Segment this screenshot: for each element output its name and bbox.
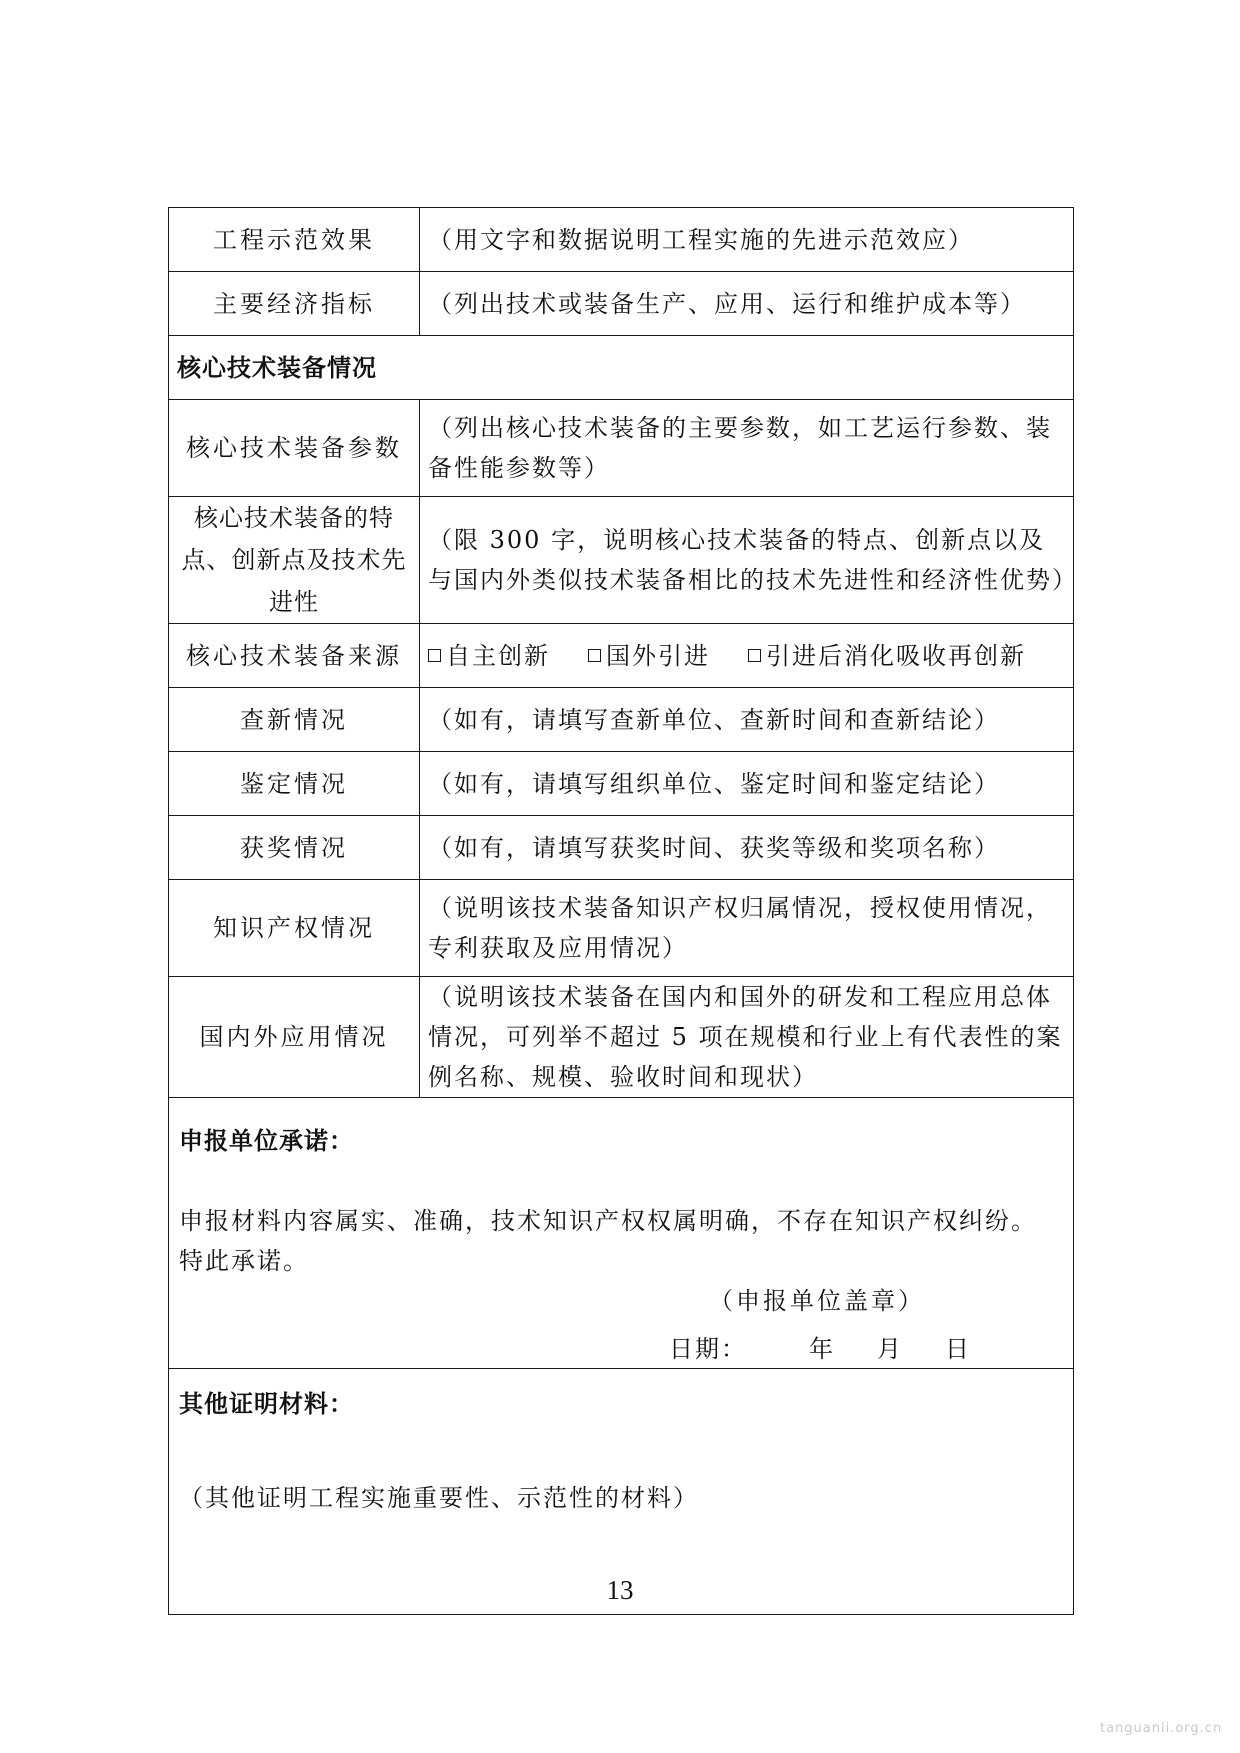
- table-row: [169, 208, 1074, 272]
- row-label: 工程示范效果: [169, 208, 420, 272]
- row-value[interactable]: （列出核心技术装备的主要参数，如工艺运行参数、装备性能参数等）: [420, 400, 1074, 497]
- row-value[interactable]: （列出技术或装备生产、应用、运行和维护成本等）: [420, 272, 1074, 336]
- table-row: [169, 400, 1074, 497]
- date-label: 日期：: [669, 1335, 747, 1363]
- page-number: 13: [606, 1575, 634, 1605]
- table-row: [169, 816, 1074, 880]
- section-row: [169, 336, 1074, 400]
- table-row: [169, 977, 1074, 1098]
- application-form-table: [168, 207, 1078, 1615]
- table-row: [169, 880, 1074, 977]
- row-value[interactable]: （说明该技术装备在国内和国外的研发和工程应用总体情况，可列举不超过 5 项在规模和行业上有代表性的案例名称、规模、验收时间和现状）: [420, 977, 1074, 1098]
- row-label: 核心技术装备的特点、创新点及技术先进性: [169, 497, 420, 624]
- section-heading-core-equipment: 核心技术装备情况: [169, 336, 1074, 400]
- other-materials-text[interactable]: （其他证明工程实施重要性、示范性的材料）: [179, 1484, 699, 1512]
- checkbox-icon[interactable]: [748, 649, 761, 662]
- row-value[interactable]: （如有，请填写获奖时间、获奖等级和奖项名称）: [420, 816, 1074, 880]
- year-label: 年: [809, 1335, 835, 1363]
- pledge-section: [169, 1098, 1074, 1369]
- row-value[interactable]: （如有，请填写组织单位、鉴定时间和鉴定结论）: [420, 752, 1074, 816]
- row-value[interactable]: （限 300 字，说明核心技术装备的特点、创新点以及与国内外类似技术装备相比的技术先进性和经济性优势）: [420, 497, 1074, 624]
- row-label: 国内外应用情况: [169, 977, 420, 1098]
- day-label: 日: [945, 1335, 971, 1363]
- pledge-title: 申报单位承诺：: [179, 1126, 354, 1155]
- month-label: 月: [877, 1335, 903, 1363]
- date-line: [669, 1330, 971, 1368]
- checkbox-icon[interactable]: [428, 649, 441, 662]
- row-label: 核心技术装备参数: [169, 400, 420, 497]
- row-value[interactable]: （如有，请填写查新单位、查新时间和查新结论）: [420, 688, 1074, 752]
- table-row: [169, 272, 1074, 336]
- option-foreign-import[interactable]: 国外引进: [588, 637, 710, 675]
- row-label: 知识产权情况: [169, 880, 420, 977]
- pledge-text: 申报材料内容属实、准确，技术知识产权权属明确，不存在知识产权纠纷。: [179, 1207, 1037, 1235]
- row-label: 主要经济指标: [169, 272, 420, 336]
- option-independent-innovation[interactable]: 自主创新: [428, 637, 550, 675]
- table-row: [169, 497, 1074, 624]
- row-value[interactable]: （用文字和数据说明工程实施的先进示范效应）: [420, 208, 1074, 272]
- row-label: 获奖情况: [169, 816, 420, 880]
- seal-placeholder: （申报单位盖章）: [709, 1287, 925, 1315]
- checkbox-icon[interactable]: [588, 649, 601, 662]
- row-value[interactable]: （说明该技术装备知识产权归属情况，授权使用情况，专利获取及应用情况）: [420, 880, 1074, 977]
- table-row: [169, 688, 1074, 752]
- watermark: tanguanli.org.cn: [1100, 1721, 1223, 1736]
- row-label: 鉴定情况: [169, 752, 420, 816]
- table-row: [169, 752, 1074, 816]
- other-materials-title: 其他证明材料：: [179, 1389, 354, 1418]
- source-options: [420, 624, 1074, 688]
- pledge-text-closing: 特此承诺。: [179, 1247, 309, 1275]
- pledge-row: [169, 1098, 1074, 1369]
- option-import-reinnovation[interactable]: 引进后消化吸收再创新: [748, 637, 1026, 675]
- row-label: 查新情况: [169, 688, 420, 752]
- row-label: 核心技术装备来源: [169, 624, 420, 688]
- table-row-source: [169, 624, 1074, 688]
